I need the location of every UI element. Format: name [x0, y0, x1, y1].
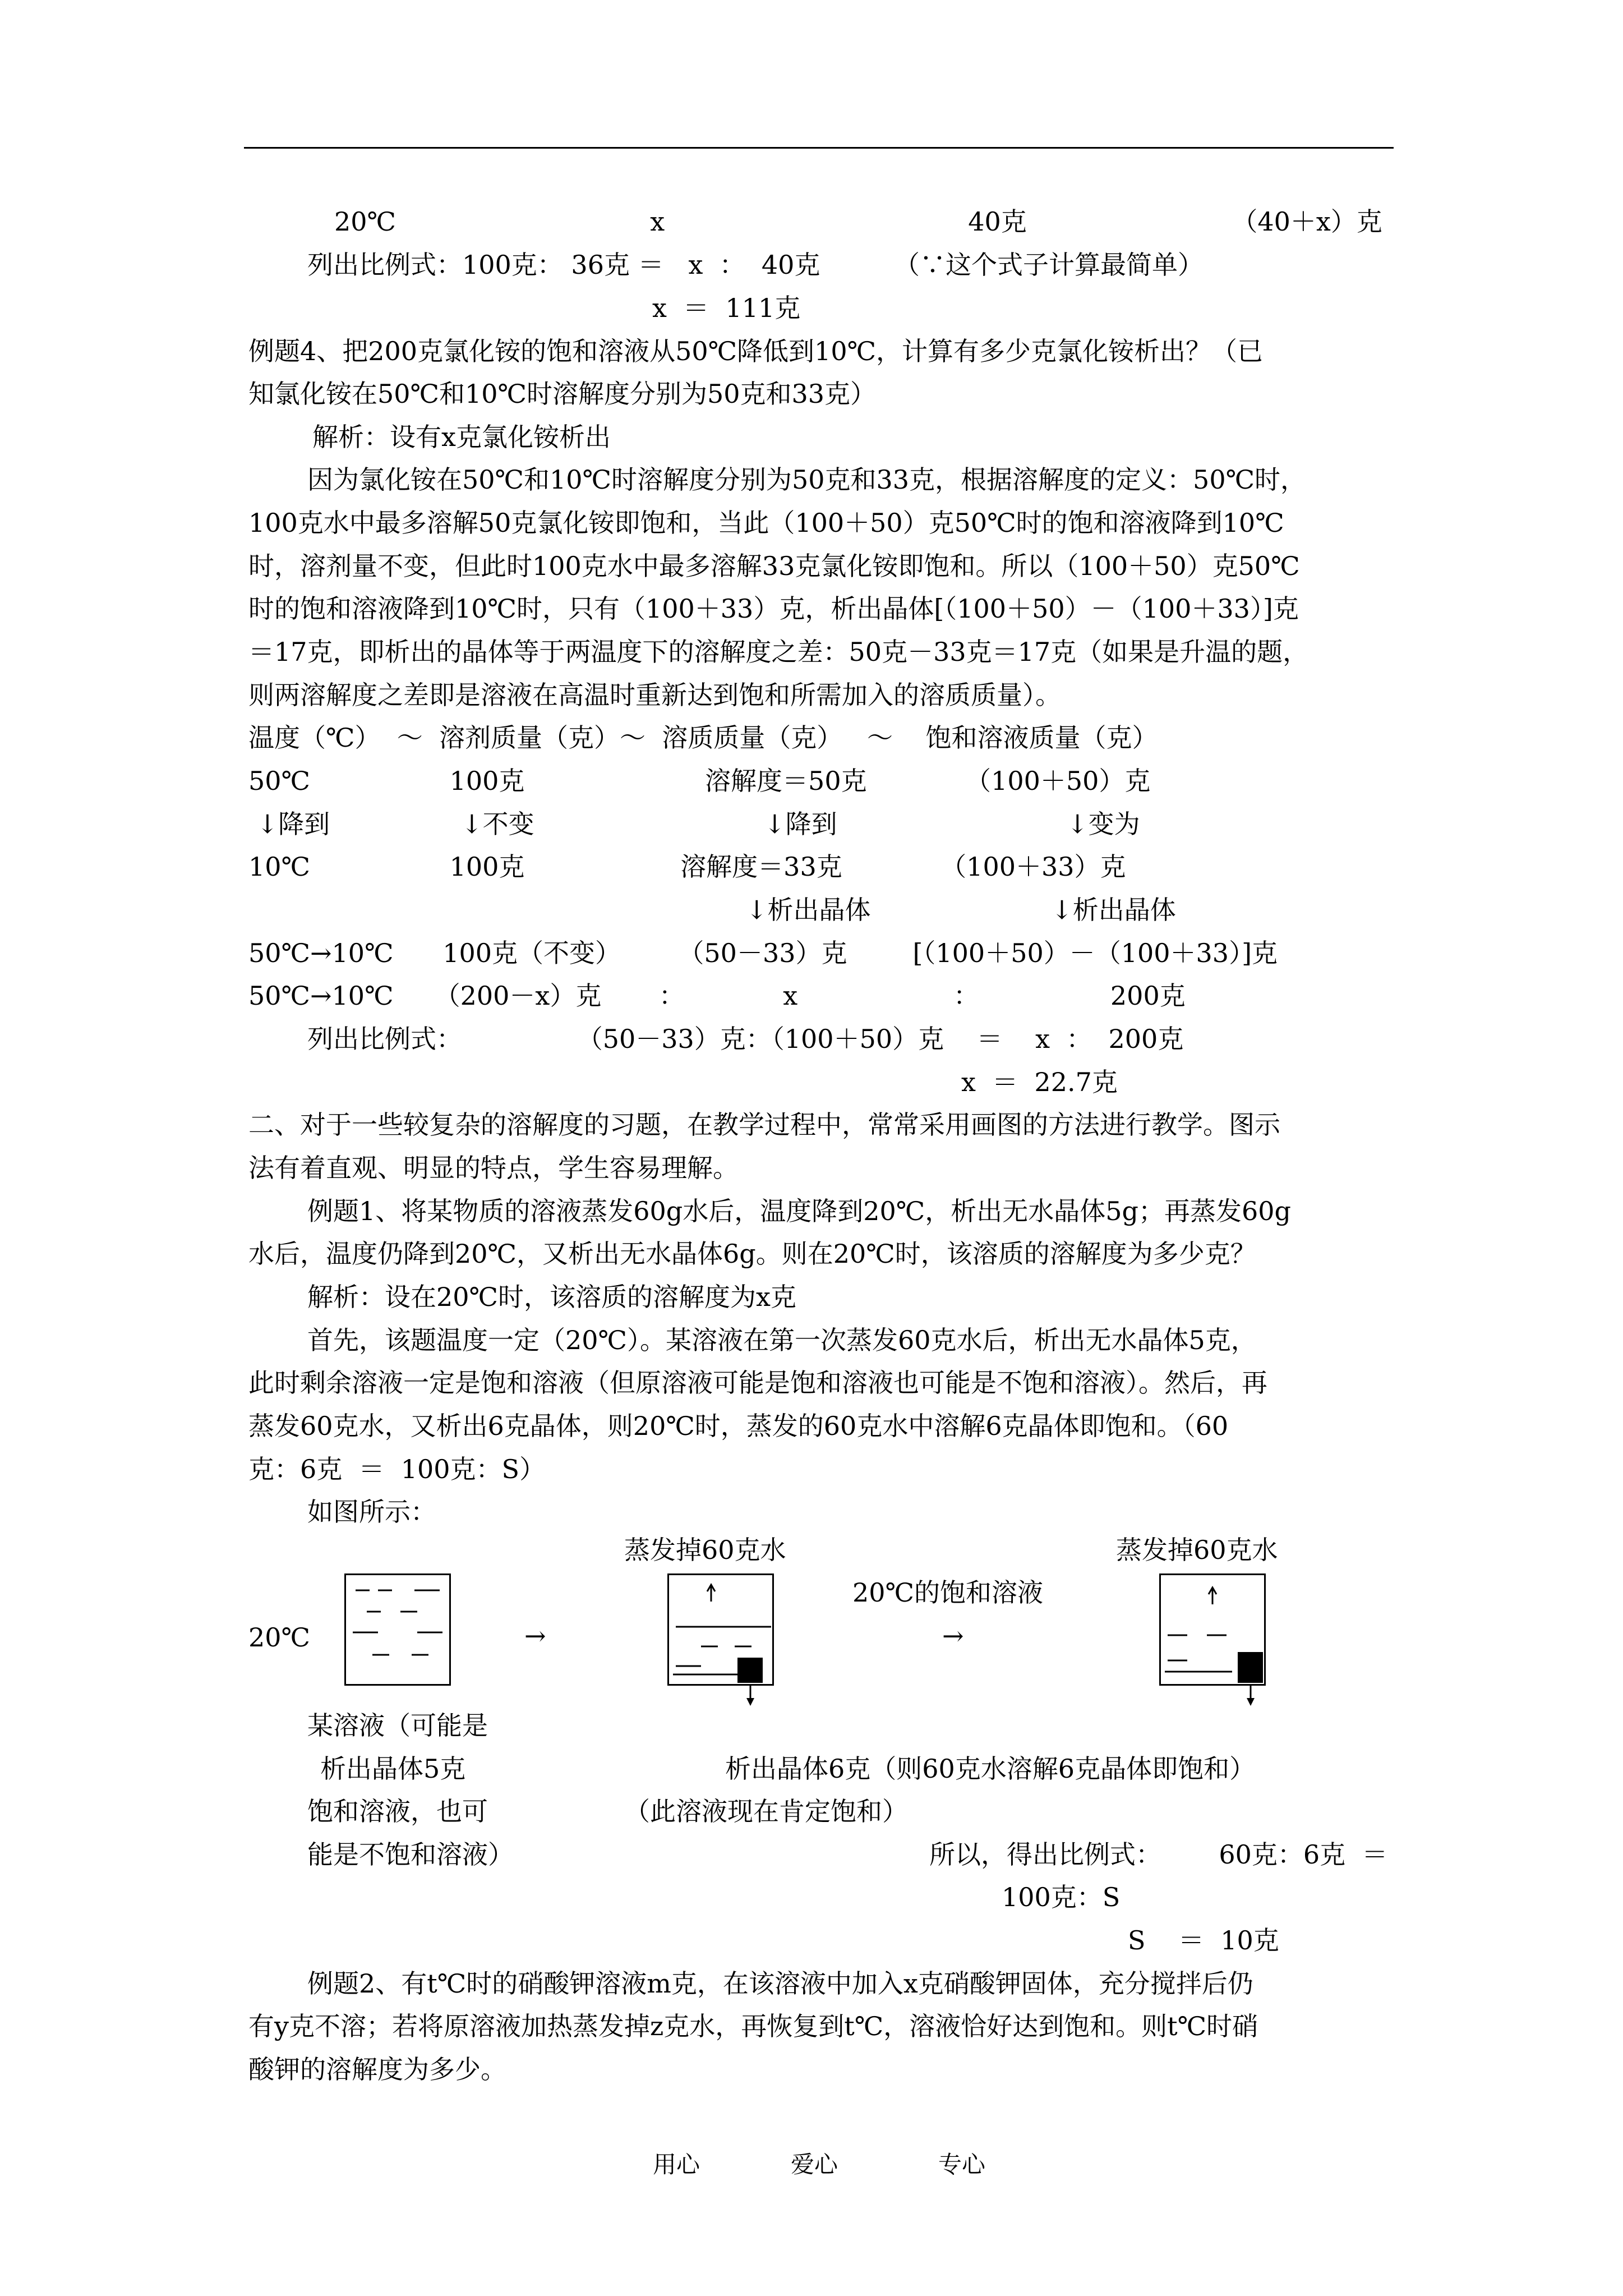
table-row: 10℃ 100克 溶解度＝33克 （100＋33）克: [248, 852, 1126, 882]
beaker-first-evaporation: [667, 1573, 774, 1708]
text-line: 列出比例式： （50－33）克：（100＋50）克 ＝ x ： 200克: [307, 1024, 1184, 1054]
beaker-original: [344, 1573, 451, 1686]
footer-text: 用心: [653, 2151, 700, 2178]
table-row: 50℃→10℃ 100克（不变） （50－33）克 [（100＋50）－（100＋33）]克: [248, 938, 1278, 968]
text-line: 法有着直观、明显的特点，学生容易理解。: [248, 1153, 739, 1183]
table-row: ↓降到 ↓不变 ↓降到 ↓变为: [248, 809, 1140, 839]
text-line: 克：6克 ＝ 100克：S）: [248, 1454, 546, 1484]
text-line: 时的饱和溶液降到10℃时，只有（100＋33）克，析出晶体[（100＋50）－（100＋33）]克: [248, 593, 1299, 624]
table-row: ↓析出晶体 ↓析出晶体: [746, 895, 1176, 925]
text-line: 蒸发60克水，又析出6克晶体，则20℃时，蒸发的60克水中溶解6克晶体即饱和。（60: [248, 1411, 1229, 1441]
text-line: 则两溶解度之差即是溶液在高温时重新达到饱和所需加入的溶质质量）。: [248, 680, 1061, 710]
evaporate-label-2: 蒸发掉60克水: [1116, 1535, 1278, 1565]
caption-mid: （此溶液现在肯定饱和）: [624, 1796, 908, 1826]
text-line: S ＝ 10克: [1128, 1925, 1279, 1955]
text-line: 水后，温度仍降到20℃，又析出无水晶体6g。则在20℃时，该溶质的溶解度为多少克？: [248, 1239, 1256, 1269]
text-line: 二、对于一些较复杂的溶解度的习题，在教学过程中，常常采用画图的方法进行教学。图示: [248, 1110, 1280, 1140]
table-row: 20℃ x 40克 （40＋x）克: [334, 206, 1382, 237]
text-line: 100克水中最多溶解50克氯化铵即饱和，当此（100＋50）克50℃时的饱和溶液降到10℃: [248, 508, 1284, 538]
arrow-right-icon: →: [942, 1621, 964, 1651]
temperature-label: 20℃: [248, 1622, 310, 1653]
text-line: 如图所示：: [307, 1497, 436, 1527]
text-line: 所以，得出比例式： 60克：6克 ＝: [929, 1839, 1388, 1870]
text-line: 例题4、把200克氯化铵的饱和溶液从50℃降低到10℃，计算有多少克氯化铵析出？（已: [248, 336, 1264, 366]
caption-mid: 析出晶体6克（则60克水溶解6克晶体即饱和）: [725, 1754, 1256, 1784]
caption-left: 饱和溶液，也可: [307, 1796, 488, 1826]
text-line: 例题2、有t℃时的硝酸钾溶液m克，在该溶液中加入x克硝酸钾固体，充分搅拌后仍: [307, 1968, 1253, 1999]
beaker-second-evaporation: [1159, 1573, 1266, 1708]
footer-text: 爱心: [791, 2151, 838, 2178]
text-line: 解析：设在20℃时，该溶质的溶解度为x克: [307, 1282, 796, 1312]
text-line: x ＝ 22.7克: [961, 1067, 1118, 1097]
text-line: ＝17克，即析出的晶体等于两温度下的溶解度之差：50克－33克＝17克（如果是升温的题，: [248, 637, 1309, 667]
text-line: 有y克不溶；若将原溶液加热蒸发掉z克水，再恢复到t℃，溶液恰好达到饱和。则t℃时硝: [248, 2011, 1258, 2041]
caption-left: 析出晶体5克: [320, 1754, 466, 1784]
text-line: 100克：S: [1002, 1882, 1121, 1912]
text-line: x ＝ 111克: [652, 293, 801, 323]
table-row: 50℃→10℃ （200－x）克 ： x ： 200克: [248, 981, 1186, 1011]
text-line: 解析：设有x克氯化铵析出: [312, 422, 611, 452]
saturated-label: 20℃的饱和溶液: [852, 1577, 1043, 1608]
arrow-right-icon: →: [524, 1621, 546, 1651]
text-line: 列出比例式：100克： 36克 ＝ x ： 40克 （∵这个式子计算最简单）: [307, 250, 1204, 280]
text-line: 时，溶剂量不变，但此时100克水中最多溶解33克氯化铵即饱和。所以（100＋50）克50℃: [248, 551, 1300, 581]
caption-left: 某溶液（可能是: [307, 1710, 488, 1741]
text-line: 例题1、将某物质的溶液蒸发60g水后，温度降到20℃，析出无水晶体5g；再蒸发60g: [307, 1196, 1291, 1226]
header-rule: [244, 147, 1394, 149]
caption-left: 能是不饱和溶液）: [307, 1839, 514, 1870]
evaporate-label-1: 蒸发掉60克水: [624, 1535, 786, 1565]
text-line: 酸钾的溶解度为多少。: [248, 2054, 506, 2085]
text-line: 因为氯化铵在50℃和10℃时溶解度分别为50克和33克，根据溶解度的定义：50℃时，: [307, 464, 1307, 495]
table-row: 50℃ 100克 溶解度＝50克 （100＋50）克: [248, 766, 1151, 796]
text-line: 此时剩余溶液一定是饱和溶液（但原溶液可能是饱和溶液也可能是不饱和溶液）。然后，再: [248, 1368, 1267, 1398]
text-line: 首先，该题温度一定（20℃）。某溶液在第一次蒸发60克水后，析出无水晶体5克，: [307, 1325, 1257, 1355]
footer-text: 专心: [938, 2151, 986, 2178]
text-line: 知氯化铵在50℃和10℃时溶解度分别为50克和33克）: [248, 379, 877, 409]
table-header: 温度（℃） ～ 溶剂质量（克）～ 溶质质量（克） ～ 饱和溶液质量（克）: [248, 723, 1158, 753]
